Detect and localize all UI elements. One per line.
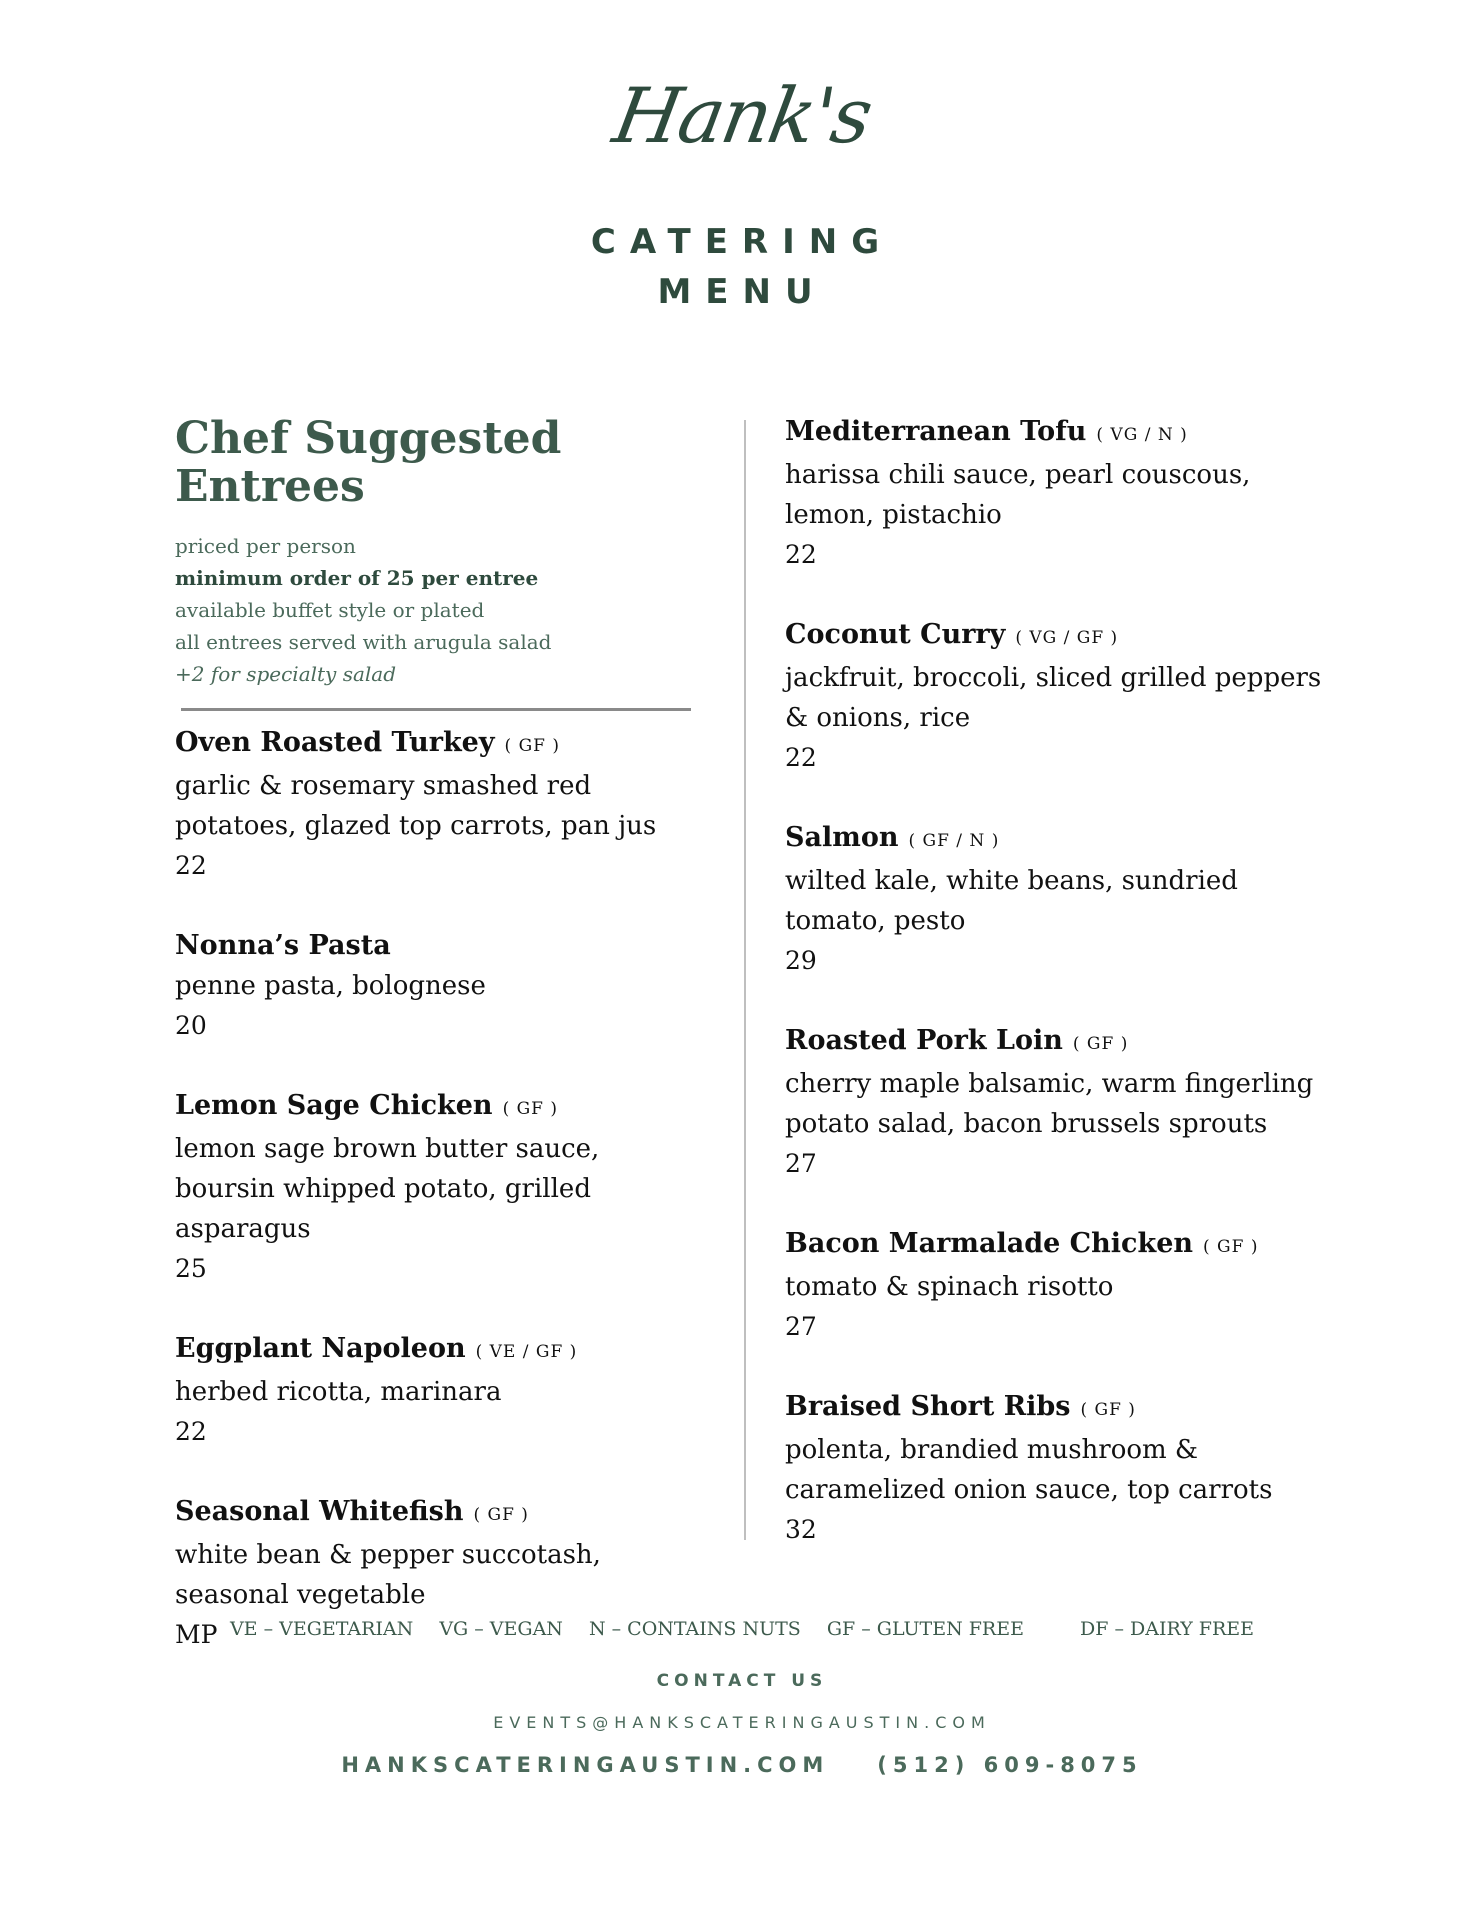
brand-header bbox=[0, 71, 1484, 160]
legend-nuts: N – CONTAINS NUTS bbox=[588, 1618, 801, 1640]
item-price: 22 bbox=[175, 850, 207, 880]
legend-vegan: VG – VEGAN bbox=[439, 1618, 563, 1640]
item-name: Oven Roasted Turkey bbox=[175, 726, 495, 758]
item-name: Lemon Sage Chicken bbox=[175, 1089, 493, 1121]
catering-title: CATERING bbox=[590, 222, 894, 262]
menu-item bbox=[175, 1086, 695, 1289]
hanks-logo: Hank's bbox=[606, 71, 878, 160]
item-price: 22 bbox=[785, 743, 817, 772]
item-description: cherry maple balsamic, warm fingerling potato salad, bacon brussels sprouts bbox=[785, 1069, 1314, 1139]
item-name: Eggplant Napoleon bbox=[175, 1332, 466, 1364]
right-column bbox=[785, 412, 1325, 1590]
phone-number[interactable]: (512) 609-8075 bbox=[877, 1753, 1143, 1777]
item-name-row bbox=[175, 1492, 695, 1535]
note-priced: priced per person bbox=[175, 533, 356, 558]
legend-gluten-free: GF – GLUTEN FREE bbox=[826, 1618, 1024, 1640]
item-description: lemon sage brown butter sauce, boursin whipped potato, grilled asparagus bbox=[175, 1133, 600, 1244]
dietary-tag: ( GF ) bbox=[473, 1504, 529, 1525]
contact-us-label: CONTACT US bbox=[656, 1671, 828, 1691]
item-price: 22 bbox=[785, 540, 817, 569]
website-link[interactable]: HANKSCATERINGAUSTIN.COM bbox=[341, 1753, 830, 1777]
email-link[interactable]: EVENTS@HANKSCATERINGAUSTIN.COM bbox=[493, 1713, 991, 1732]
item-price: 27 bbox=[785, 1312, 817, 1341]
item-name-row bbox=[785, 1387, 1325, 1430]
item-name-row bbox=[175, 1086, 695, 1129]
dietary-tag: ( GF ) bbox=[504, 735, 560, 756]
item-name: Roasted Pork Loin bbox=[785, 1025, 1063, 1056]
note-salad: all entrees served with arugula salad bbox=[175, 629, 552, 654]
item-name-row bbox=[785, 1021, 1325, 1064]
item-description: harissa chili sauce, pearl couscous, lemon, pistachio bbox=[785, 460, 1251, 530]
legend-vegetarian: VE – VEGETARIAN bbox=[229, 1618, 414, 1640]
menu-item bbox=[785, 412, 1325, 575]
menu-item bbox=[785, 1021, 1325, 1184]
item-name: Nonna’s Pasta bbox=[175, 929, 391, 961]
dietary-tag: ( GF ) bbox=[1072, 1034, 1129, 1054]
item-name: Braised Short Ribs bbox=[785, 1391, 1071, 1422]
menu-title: MENU bbox=[657, 272, 827, 312]
item-price: 25 bbox=[175, 1253, 207, 1283]
column-divider bbox=[744, 420, 746, 1540]
menu-item bbox=[175, 723, 695, 886]
item-name-row bbox=[785, 1224, 1325, 1267]
item-description: tomato & spinach risotto bbox=[785, 1272, 1114, 1302]
item-description: penne pasta, bolognese bbox=[175, 970, 486, 1001]
note-minimum-order: minimum order of 25 per entree bbox=[175, 565, 539, 590]
section-rule bbox=[181, 708, 691, 711]
item-description: polenta, brandied mushroom & caramelized onion sauce, top carrots bbox=[785, 1435, 1273, 1505]
menu-item bbox=[785, 615, 1325, 778]
item-price: 32 bbox=[785, 1515, 817, 1544]
item-price: MP bbox=[175, 1619, 218, 1649]
item-name-row bbox=[785, 615, 1325, 658]
menu-item bbox=[175, 926, 695, 1046]
item-name: Salmon bbox=[785, 822, 899, 853]
section-title: Chef Suggested Entrees bbox=[175, 413, 562, 513]
item-price: 22 bbox=[175, 1416, 207, 1446]
item-price: 29 bbox=[785, 946, 817, 975]
item-name-row bbox=[785, 412, 1325, 455]
item-name: Seasonal Whitefish bbox=[175, 1495, 464, 1527]
note-buffet: available buffet style or plated bbox=[175, 597, 485, 622]
dietary-tag: ( GF ) bbox=[1080, 1400, 1136, 1420]
dietary-tag: ( GF ) bbox=[1203, 1237, 1259, 1257]
menu-item bbox=[785, 1224, 1325, 1347]
dietary-tag: ( GF / N ) bbox=[908, 831, 1000, 851]
item-description: white bean & pepper succotash, seasonal vegetable bbox=[175, 1539, 601, 1610]
note-specialty-salad: +2 for specialty salad bbox=[175, 661, 397, 686]
item-description: herbed ricotta, marinara bbox=[175, 1376, 502, 1407]
dietary-tag: ( VG / N ) bbox=[1096, 425, 1188, 445]
menu-item bbox=[785, 1387, 1325, 1550]
menu-notes bbox=[175, 530, 695, 690]
footer-site-line bbox=[0, 1753, 1484, 1777]
left-column bbox=[175, 415, 695, 1695]
dietary-tag: ( VE / GF ) bbox=[475, 1341, 578, 1362]
dietary-tag: ( VG / GF ) bbox=[1015, 628, 1119, 648]
item-name: Bacon Marmalade Chicken bbox=[785, 1228, 1194, 1259]
item-description: jackfruit, broccoli, sliced grilled peppers & onions, rice bbox=[785, 663, 1322, 733]
item-description: wilted kale, white beans, sundried tomato, pesto bbox=[785, 866, 1238, 936]
item-name-row bbox=[785, 818, 1325, 861]
dietary-tag: ( GF ) bbox=[502, 1098, 559, 1119]
item-name-row bbox=[175, 926, 695, 966]
item-name: Coconut Curry bbox=[785, 619, 1006, 650]
left-menu-items bbox=[175, 723, 695, 1655]
item-name-row bbox=[175, 1329, 695, 1372]
menu-item bbox=[175, 1329, 695, 1452]
item-name-row bbox=[175, 723, 695, 766]
item-price: 27 bbox=[785, 1149, 817, 1178]
item-description: garlic & rosemary smashed red potatoes, glazed top carrots, pan jus bbox=[175, 770, 657, 841]
menu-item bbox=[785, 818, 1325, 981]
legend-dairy-free: DF – DAIRY FREE bbox=[1080, 1618, 1255, 1640]
right-menu-items bbox=[785, 412, 1325, 1550]
item-price: 20 bbox=[175, 1010, 207, 1040]
dietary-legend bbox=[0, 1618, 1484, 1640]
item-name: Mediterranean Tofu bbox=[785, 416, 1087, 447]
